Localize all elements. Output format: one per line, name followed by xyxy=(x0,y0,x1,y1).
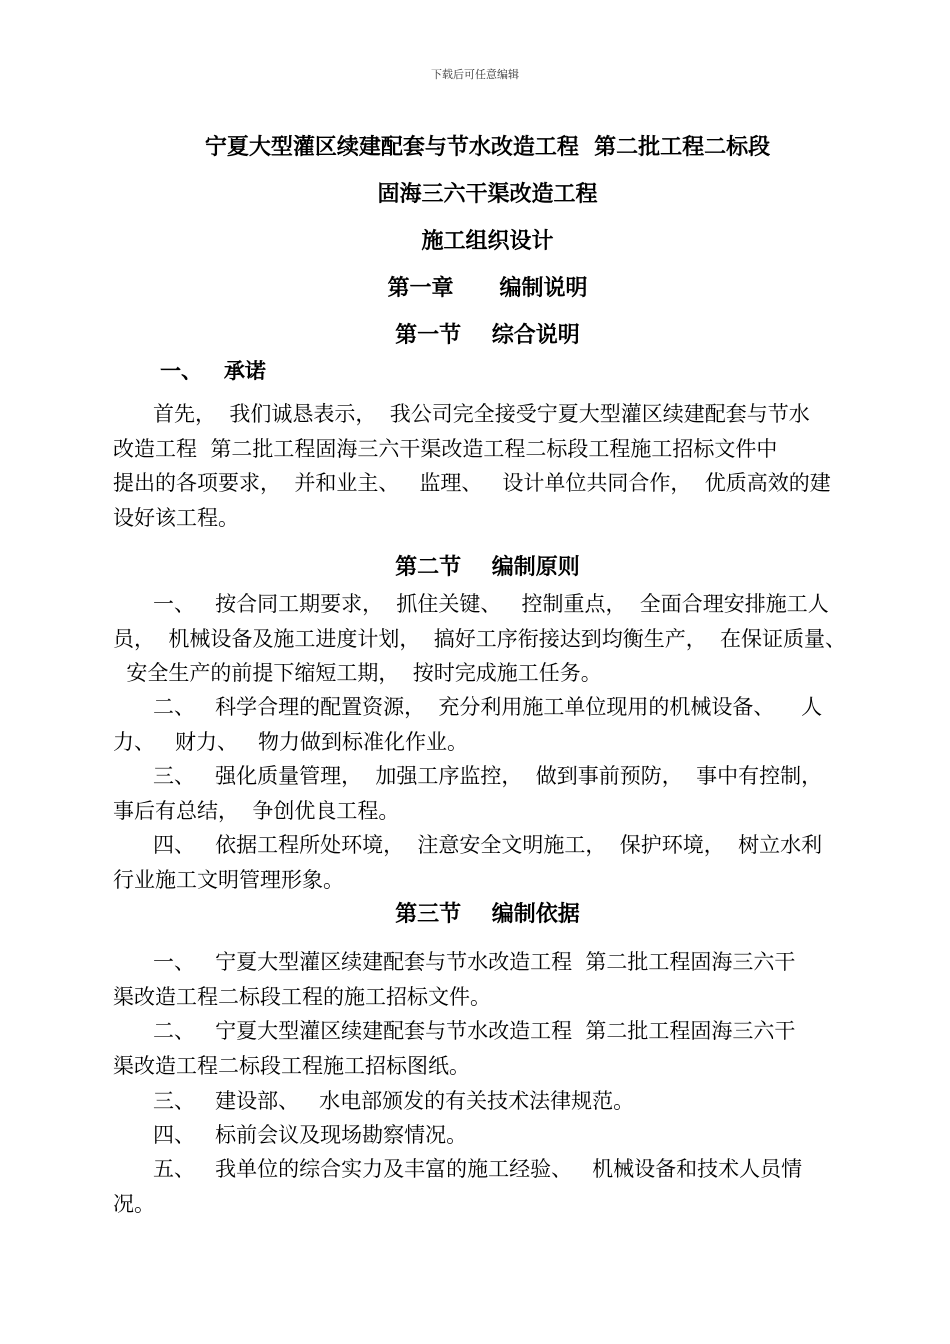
paragraph-line: 事后有总结， 争创优良工程。 xyxy=(113,798,400,823)
paragraph-line: 员， 机械设备及施工进度计划， 搞好工序衔接达到均衡生产， 在保证质量、 xyxy=(113,626,847,651)
doc-title-line-3: 施工组织设计 xyxy=(421,229,554,254)
paragraph-line: 四、 依据工程所处环境， 注意安全文明施工， 保护环境， 树立水利 xyxy=(113,833,823,857)
paragraph-line: 设好该工程。 xyxy=(113,505,239,530)
paragraph-line: 四、 标前会议及现场勘察情况。 xyxy=(113,1123,468,1147)
paragraph-line: 渠改造工程二标段工程的施工招标文件。 xyxy=(113,984,491,1009)
paragraph-line: 二、 科学合理的配置资源， 充分利用施工单位现用的机械设备、 人 xyxy=(113,695,823,719)
paragraph-line: 安全生产的前提下缩短工期， 按时完成施工任务。 xyxy=(113,661,602,685)
paragraph-basis-5 xyxy=(113,1152,861,1221)
paragraph-basis-2 xyxy=(113,1014,861,1083)
header-note: 下载后可任意编辑 xyxy=(431,68,519,81)
paragraph-principle-4 xyxy=(113,828,861,897)
paragraph-line: 力、 财力、 物力做到标准化作业。 xyxy=(113,729,469,754)
paragraph-principle-1 xyxy=(113,587,861,691)
paragraph-line: 一、 按合同工期要求， 抓住关键、 控制重点， 全面合理安排施工人 xyxy=(113,592,829,616)
paragraph-line: 提出的各项要求， 并和业主、 监理、 设计单位共同合作， 优质高效的建 xyxy=(113,471,831,495)
paragraph-line: 行业施工文明管理形象。 xyxy=(113,867,344,892)
paragraph-line: 首先， 我们诚恳表示， 我公司完全接受宁夏大型灌区续建配套与节水 xyxy=(113,402,810,426)
paragraph-line: 三、 强化质量管理， 加强工序监控， 做到事前预防， 事中有控制， xyxy=(113,764,823,788)
section-heading-1: 第一节 综合说明 xyxy=(395,323,580,348)
paragraph-line: 况。 xyxy=(113,1191,155,1216)
doc-title-line-2: 固海三六干渠改造工程 xyxy=(377,182,598,207)
paragraph-principle-3 xyxy=(113,759,861,828)
commitment-heading: 一、 承诺 xyxy=(160,359,266,383)
paragraph-principle-2 xyxy=(113,690,861,759)
paragraph-basis-3 xyxy=(113,1084,861,1119)
paragraph-commitment xyxy=(113,397,861,535)
paragraph-line: 三、 建设部、 水电部颁发的有关技术法律规范。 xyxy=(113,1089,635,1113)
chapter-heading: 第一章 编制说明 xyxy=(387,276,588,301)
paragraph-basis-4 xyxy=(113,1118,861,1153)
paragraph-line: 渠改造工程二标段工程施工招标图纸。 xyxy=(113,1053,470,1078)
paragraph-line: 一、 宁夏大型灌区续建配套与节水改造工程 第二批工程固海三六干 xyxy=(113,950,796,974)
paragraph-line: 二、 宁夏大型灌区续建配套与节水改造工程 第二批工程固海三六干 xyxy=(113,1019,796,1043)
doc-title-line-1: 宁夏大型灌区续建配套与节水改造工程 第二批工程二标段 xyxy=(204,135,771,160)
paragraph-line: 五、 我单位的综合实力及丰富的施工经验、 机械设备和技术人员情 xyxy=(113,1157,803,1181)
paragraph-line: 改造工程 第二批工程固海三六干渠改造工程二标段工程施工招标文件中 xyxy=(113,436,778,461)
section-heading-3: 第三节 编制依据 xyxy=(395,902,580,927)
paragraph-basis-1 xyxy=(113,945,861,1014)
section-heading-2: 第二节 编制原则 xyxy=(395,555,580,580)
